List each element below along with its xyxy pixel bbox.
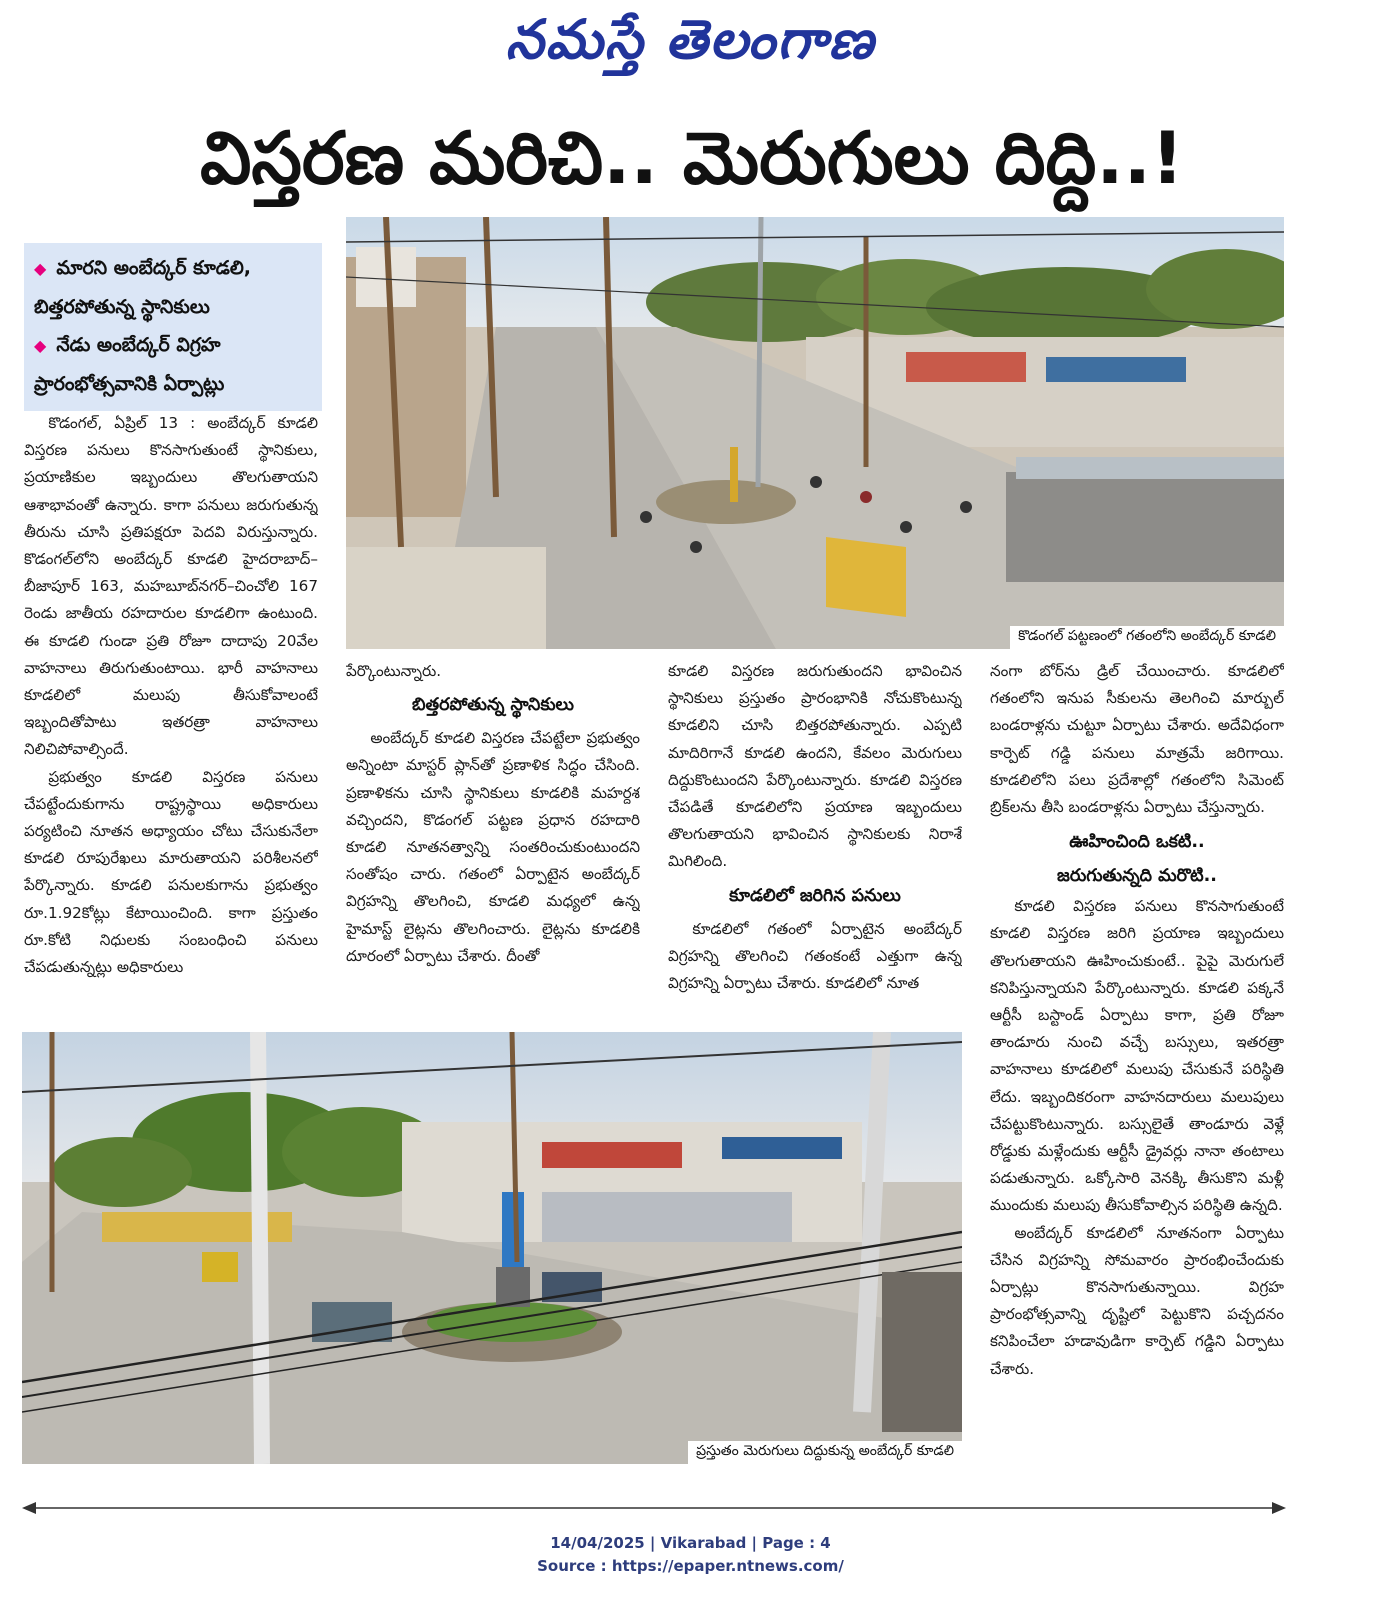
paragraph: కూడలి విస్తరణ జరుగుతుందని భావించిన స్థానికులు ప్రస్తుతం ప్రారంభానికి నోచుకొంటున్న కూడలిని చూసి బిత్తరపోతున్నారు. ఎప్పటి మాదిరిగానే కూడలి ఉందని, కేవలం మెరుగులు దిద్దుకొంటుందని పేర్కొంటున్నారు. కూడలి విస్తరణ చేపడితే కూడలిలోని ప్రయాణ ఇబ్బందులు తొలగుతాయని భావించిన స్థానికులకు నిరాశే మిగిలింది.	[668, 662, 962, 871]
paragraph: అంబేద్కర్ కూడలిలో నూతనంగా ఏర్పాటు చేసిన విగ్రహన్ని సోమవారం ప్రారంభించేందుకు ఏర్పాట్లు కొనసాగుతున్నాయి. విగ్రహ ప్రారంభోత్సవాన్ని దృష్టిలో పెట్టుకొని పచ్చదనం కనిపించేలా హడావుడిగా కార్పెట్ గడ్డిని ఏర్పాటు చేశారు.	[990, 1223, 1284, 1378]
footer-date-edition: 14/04/2025 | Vikarabad | Page : 4	[550, 1534, 831, 1552]
bottom-photo-caption: ప్రస్తుతం మెరుగులు దిద్దుకున్న అంబేద్కర్ కూడలి	[688, 1441, 962, 1464]
article-headline: విస్తరణ మరిచి.. మెరుగులు దిద్ది..!	[200, 116, 1184, 200]
subheading: ఊహించింది ఒకటి..	[1069, 832, 1205, 853]
highlights-box	[24, 243, 322, 411]
subheading: జరుగుతున్నది మరొటి..	[1057, 866, 1217, 887]
article-column-4	[990, 658, 1284, 1474]
paragraph: కొడంగల్, ఏప్రిల్ 13 : అంబేద్కర్ కూడలి విస్తరణ పనులు కొనసాగుతుంటే స్థానికులు, ప్రయాణికుల ఇబ్బందులు తొలగుతాయని ఆశాభావంతో ఉన్నారు. కాగా పనులు జరుగుతున్న తీరును చూసి ప్రతిపక్షరూ పెదవి విరుస్తున్నారు. కొడంగల్‌లోని అంబేద్కర్ కూడలి హైదరాబాద్–బీజాపూర్ 163, మహబూబ్‌నగర్–చించోలి 167 రెండు జాతీయ రహదారుల కూడలిగా ఉంటుంది. ఈ కూడలి గుండా ప్రతి రోజూ దాదాపు 20వేల వాహనాలు తిరుగుతుంటాయి. భారీ వాహనాలు కూడలిలో మలుపు తీసుకోవాలంటే ఇబ్బందితోపాటు ఇతరత్రా వాహనాలు నిలిచిపోవాల్సిందే.	[24, 414, 318, 759]
footer-source-link[interactable]: Source : https://epaper.ntnews.com/	[537, 1557, 844, 1575]
top-photo-caption: కొడంగల్ పట్టణంలో గతంలోని అంబేద్కర్ కూడలి	[1010, 626, 1284, 649]
article-column-1	[24, 410, 318, 1012]
article-column-3	[668, 658, 962, 1012]
newspaper-masthead: నమస్తే తెలంగాణ	[505, 8, 876, 71]
paragraph: అంబేద్కర్ కూడలి విస్తరణ చేపట్టేలా ప్రభుత్వం అన్నింటా మాస్టర్ ప్లాన్‌తో ప్రణాళిక సిద్ధం చేసింది. ప్రణాళికను చూసి స్థానికులు కూడలికి మహర్దశ వచ్చిందని, కొడంగల్ పట్టణ ప్రధాన రహదారి కూడలి నూతనత్వాన్ని సంతరించుకుంటుందని సంతోషం చారు. గతంలో ఏర్పాటైన అంబేద్కర్ విగ్రహన్ని తొలగించి, కూడలి మధ్యలో ఉన్న హైమాస్ట్ లైట్లను తొలగించారు. లైట్లను కూడలికి దూరంలో ఏర్పాటు చేశారు. దీంతో	[346, 729, 640, 965]
double-arrow-icon	[22, 1498, 1286, 1518]
paragraph: ప్రభుత్వం కూడలి విస్తరణ పనులు చేపట్టేందుకుగాను రాష్ట్రస్థాయి అధికారులు పర్యటించి నూతన అధ్యాయం చోటు చేసుకునేలా కూడలి రూపురేఖలు మారుతాయని పరిశీలనలో పేర్కొన్నారు. కూడలి పనులకుగాను ప్రభుత్వం రూ.1.92కోట్లు కేటాయించింది. కాగా ప్రస్తుతం రూ.కోటి నిధులకు సంబంధించి పనులు చేపడుతున్నట్లు అధికారులు	[24, 767, 318, 977]
paragraph: కూడలి విస్తరణ పనులు కొనసాగుతుంటే కూడలి విస్తరణ జరిగి ప్రయాణ ఇబ్బందులు తొలగుతాయని ఊహించుకుంటే.. పైపై మెరుగులే కనిపిస్తున్నాయని పేర్కొంటున్నారు. కూడలి పక్కనే ఆర్టీసీ బస్టాండ్ ఏర్పాటు కాగా, ప్రతి రోజూ తాండూరు నుంచి వచ్చే బస్సులు, ఇతరత్రా వాహనాలు కూడలిలో మలుపు చేసుకునే పరిస్థితి లేదు. ఇబ్బందికరంగా వాహనదారులు మలుపులు చేపట్టుకొంటున్నారు. బస్సులైతే తాండూరు వెళ్లే రోడ్డుకు మళ్లేందుకు ఆర్టీసీ డ్రైవర్లు నానా తంటాలు పడుతున్నారు. ఒక్కోసారి వెనక్కి తీసుకొని మళ్లీ ముందుకు మలుపు తీసుకోవాల్సిన పరిస్థితి ఉన్నది.	[990, 897, 1284, 1215]
paragraph: నంగా బోర్‌ను డ్రిల్ చేయించారు. కూడలిలో గతంలోని ఇనుప సీకులను తెలగించి మార్బుల్ బండరాళ్లను చుట్టూ ఏర్పాటు చేశారు. అదేవిధంగా కార్పెట్ గడ్డి పనులు మాత్రమే జరిగాయి. కూడలిలోని పలు ప్రదేశాల్లో గతంలోని సిమెంట్ బ్రిక్‌లను తీసి బండరాళ్లను ఏర్పాటు చేస్తున్నారు.	[990, 662, 1284, 817]
junction-photo-illustration	[346, 217, 1284, 649]
junction-photo-illustration	[22, 1032, 962, 1464]
highlight-item-continued: బిత్తరపోతున్న స్థానికులు	[34, 296, 210, 318]
diamond-bullet-icon: ◆	[34, 336, 47, 355]
article-column-2	[346, 658, 640, 1012]
paragraph: కూడలిలో గతంలో ఏర్పాటైన అంబేద్కర్ విగ్రహన్ని తొలగించి గతంకంటే ఎత్తుగా ఉన్న విగ్రహన్ని ఏర్పాటు చేశారు. కూడలిలో నూత	[668, 919, 962, 993]
bottom-photo-new-junction	[22, 1032, 962, 1464]
highlight-item-continued: ప్రారంభోత్సవానికి ఏర్పాట్లు	[34, 373, 225, 395]
subheading: కూడలిలో జరిగిన పనులు	[729, 885, 901, 906]
diamond-bullet-icon: ◆	[34, 259, 47, 278]
top-photo-old-junction	[346, 217, 1284, 649]
subheading: బిత్తరపోతున్న స్థానికులు	[412, 695, 574, 716]
paragraph: పేర్కొంటున్నారు.	[346, 662, 442, 680]
bottom-arrow-rule	[22, 1498, 1286, 1518]
highlight-item: ◆ నేడు అంబేద్కర్ విగ్రహ	[34, 334, 221, 356]
highlight-item: ◆ మారని అంబేద్కర్ కూడలి,	[34, 257, 251, 279]
